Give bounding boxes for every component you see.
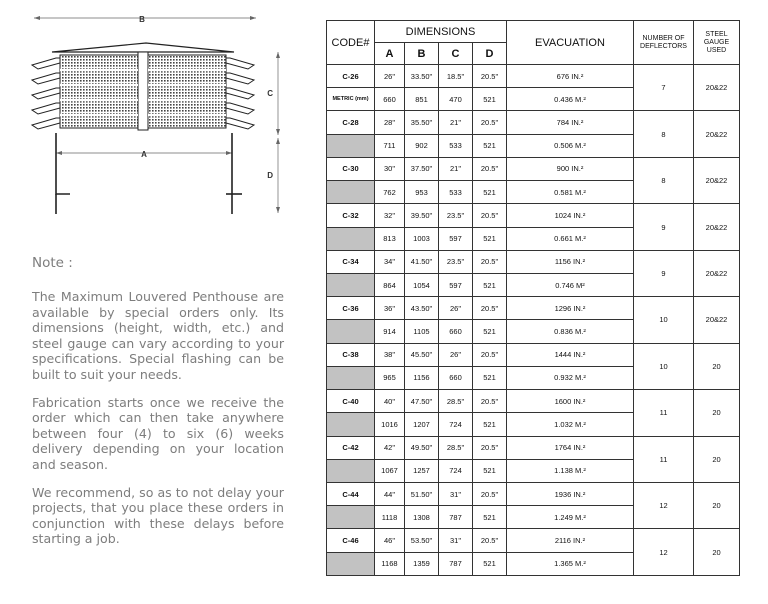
table-row xyxy=(327,297,740,320)
cell-code xyxy=(327,134,375,157)
cell-defl: 11 xyxy=(634,436,694,482)
cell-gauge: 20&22 xyxy=(694,157,740,203)
cell-a: 965 xyxy=(375,366,405,389)
cell-b: 1105 xyxy=(405,320,439,343)
cell-b: 1054 xyxy=(405,273,439,296)
cell-b: 1207 xyxy=(405,413,439,436)
cell-code: C-46 xyxy=(327,529,375,552)
cell-b: 851 xyxy=(405,88,439,111)
cell-evac: 0.836 M.² xyxy=(507,320,634,343)
cell-b: 53.50" xyxy=(405,529,439,552)
cell-code: C-38 xyxy=(327,343,375,366)
cell-b: 43.50" xyxy=(405,297,439,320)
cell-c: 597 xyxy=(439,227,473,250)
cell-code xyxy=(327,366,375,389)
cell-b: 1359 xyxy=(405,552,439,575)
dimension-label-a: A xyxy=(141,150,147,159)
cell-d: 521 xyxy=(473,181,507,204)
specifications-table xyxy=(326,20,740,576)
cell-code: C-32 xyxy=(327,204,375,227)
cell-defl: 9 xyxy=(634,204,694,250)
cell-c: 26" xyxy=(439,343,473,366)
dimension-label-d: D xyxy=(267,171,273,180)
cell-evac: 0.932 M.² xyxy=(507,366,634,389)
cell-c: 31" xyxy=(439,529,473,552)
cell-d: 521 xyxy=(473,506,507,529)
cell-d: 521 xyxy=(473,413,507,436)
cell-evac: 1764 IN.² xyxy=(507,436,634,459)
cell-code xyxy=(327,273,375,296)
cell-gauge: 20&22 xyxy=(694,297,740,343)
cell-code xyxy=(327,413,375,436)
cell-a: 36" xyxy=(375,297,405,320)
cell-c: 660 xyxy=(439,320,473,343)
cell-defl: 12 xyxy=(634,482,694,528)
cell-gauge: 20 xyxy=(694,529,740,576)
cell-gauge: 20 xyxy=(694,390,740,436)
cell-code: C-36 xyxy=(327,297,375,320)
cell-code: C-40 xyxy=(327,390,375,413)
cell-d: 20.5" xyxy=(473,436,507,459)
header-deflectors: NUMBER OF DEFLECTORS xyxy=(634,21,694,65)
cell-evac: 1.032 M.² xyxy=(507,413,634,436)
cell-c: 533 xyxy=(439,134,473,157)
cell-b: 35.50" xyxy=(405,111,439,134)
cell-code: C-28 xyxy=(327,111,375,134)
cell-a: 30" xyxy=(375,157,405,180)
cell-a: 1118 xyxy=(375,506,405,529)
cell-defl: 11 xyxy=(634,390,694,436)
cell-evac: 784 IN.² xyxy=(507,111,634,134)
cell-c: 23.5" xyxy=(439,250,473,273)
table-row xyxy=(327,111,740,134)
table-row xyxy=(327,390,740,413)
cell-a: 40" xyxy=(375,390,405,413)
cell-code xyxy=(327,227,375,250)
header-a: A xyxy=(375,43,405,65)
cell-b: 1156 xyxy=(405,366,439,389)
cell-b: 51.50" xyxy=(405,482,439,505)
table-row xyxy=(327,250,740,273)
cell-c: 470 xyxy=(439,88,473,111)
cell-a: 44" xyxy=(375,482,405,505)
cell-a: 864 xyxy=(375,273,405,296)
cell-code xyxy=(327,181,375,204)
cell-defl: 8 xyxy=(634,157,694,203)
cell-d: 20.5" xyxy=(473,250,507,273)
cell-evac: 0.746 M² xyxy=(507,273,634,296)
penthouse-drawing xyxy=(20,8,310,223)
cell-gauge: 20&22 xyxy=(694,65,740,111)
cell-b: 37.50" xyxy=(405,157,439,180)
cell-b: 1003 xyxy=(405,227,439,250)
note-paragraph-availability: The Maximum Louvered Penthouse are available by special orders only. Its dimensions (height, width, etc.) and steel gauge can vary according to your specifications. Special flashing can be built to suit your needs. xyxy=(32,289,284,382)
cell-evac: 0.581 M.² xyxy=(507,181,634,204)
cell-c: 597 xyxy=(439,273,473,296)
cell-gauge: 20 xyxy=(694,343,740,389)
cell-evac: 1.249 M.² xyxy=(507,506,634,529)
cell-c: 724 xyxy=(439,413,473,436)
notes-title: Note : xyxy=(32,255,73,271)
cell-code xyxy=(327,459,375,482)
cell-gauge: 20&22 xyxy=(694,204,740,250)
header-evacuation: EVACUATION xyxy=(507,21,634,65)
cell-d: 20.5" xyxy=(473,343,507,366)
cell-a: 46" xyxy=(375,529,405,552)
cell-b: 1257 xyxy=(405,459,439,482)
cell-code: C-44 xyxy=(327,482,375,505)
cell-a: 762 xyxy=(375,181,405,204)
cell-c: 23.5" xyxy=(439,204,473,227)
cell-b: 45.50" xyxy=(405,343,439,366)
dimension-label-c: C xyxy=(267,89,273,98)
table-row xyxy=(327,204,740,227)
cell-a: 1067 xyxy=(375,459,405,482)
cell-b: 33.50" xyxy=(405,65,439,88)
cell-code xyxy=(327,552,375,575)
table-row xyxy=(327,529,740,552)
header-d: D xyxy=(473,43,507,65)
cell-defl: 9 xyxy=(634,250,694,296)
table-row xyxy=(327,436,740,459)
cell-d: 521 xyxy=(473,273,507,296)
cell-code xyxy=(327,320,375,343)
cell-evac: 1.365 M.² xyxy=(507,552,634,575)
cell-c: 26" xyxy=(439,297,473,320)
cell-a: 660 xyxy=(375,88,405,111)
cell-d: 20.5" xyxy=(473,297,507,320)
cell-gauge: 20 xyxy=(694,436,740,482)
cell-gauge: 20&22 xyxy=(694,111,740,157)
cell-d: 521 xyxy=(473,88,507,111)
cell-evac: 0.436 M.² xyxy=(507,88,634,111)
cell-evac: 1936 IN.² xyxy=(507,482,634,505)
cell-defl: 12 xyxy=(634,529,694,576)
cell-c: 724 xyxy=(439,459,473,482)
header-c: C xyxy=(439,43,473,65)
cell-d: 20.5" xyxy=(473,65,507,88)
notes-section xyxy=(32,255,284,559)
table-row xyxy=(327,65,740,88)
header-dimensions: DIMENSIONS xyxy=(375,21,507,43)
cell-c: 21" xyxy=(439,157,473,180)
cell-gauge: 20&22 xyxy=(694,250,740,296)
cell-code xyxy=(327,506,375,529)
cell-code: METRIC (mm) xyxy=(327,88,375,111)
cell-b: 49.50" xyxy=(405,436,439,459)
cell-code: C-34 xyxy=(327,250,375,273)
cell-c: 787 xyxy=(439,506,473,529)
table-row xyxy=(327,343,740,366)
cell-b: 1308 xyxy=(405,506,439,529)
cell-d: 20.5" xyxy=(473,529,507,552)
cell-b: 902 xyxy=(405,134,439,157)
cell-evac: 900 IN.² xyxy=(507,157,634,180)
cell-d: 20.5" xyxy=(473,390,507,413)
cell-d: 521 xyxy=(473,320,507,343)
table-row xyxy=(327,482,740,505)
cell-defl: 10 xyxy=(634,297,694,343)
cell-b: 41.50" xyxy=(405,250,439,273)
cell-evac: 1156 IN.² xyxy=(507,250,634,273)
cell-a: 26" xyxy=(375,65,405,88)
cell-c: 18.5" xyxy=(439,65,473,88)
cell-evac: 1444 IN.² xyxy=(507,343,634,366)
cell-c: 533 xyxy=(439,181,473,204)
cell-code: C-30 xyxy=(327,157,375,180)
cell-d: 521 xyxy=(473,227,507,250)
cell-c: 28.5" xyxy=(439,390,473,413)
header-steel-gauge: STEEL GAUGE USED xyxy=(694,21,740,65)
note-paragraph-recommendation: We recommend, so as to not delay your projects, that you place these orders in conjunction with these delays before starting a job. xyxy=(32,484,284,547)
cell-a: 38" xyxy=(375,343,405,366)
cell-c: 28.5" xyxy=(439,436,473,459)
cell-d: 20.5" xyxy=(473,204,507,227)
cell-a: 813 xyxy=(375,227,405,250)
header-code: CODE# xyxy=(327,21,375,65)
cell-a: 42" xyxy=(375,436,405,459)
cell-evac: 0.661 M.² xyxy=(507,227,634,250)
note-paragraph-fabrication: Fabrication starts once we receive the order which can then take anywhere between four (4) to six (6) weeks delivery depending on your location and season. xyxy=(32,394,284,472)
cell-gauge: 20 xyxy=(694,482,740,528)
cell-d: 521 xyxy=(473,366,507,389)
cell-evac: 0.506 M.² xyxy=(507,134,634,157)
cell-a: 1168 xyxy=(375,552,405,575)
cell-code: C-42 xyxy=(327,436,375,459)
cell-d: 521 xyxy=(473,552,507,575)
cell-d: 20.5" xyxy=(473,482,507,505)
cell-code: C-26 xyxy=(327,65,375,88)
cell-evac: 1296 IN.² xyxy=(507,297,634,320)
cell-evac: 1600 IN.² xyxy=(507,390,634,413)
cell-a: 28" xyxy=(375,111,405,134)
cell-a: 32" xyxy=(375,204,405,227)
cell-a: 34" xyxy=(375,250,405,273)
cell-b: 39.50" xyxy=(405,204,439,227)
cell-a: 914 xyxy=(375,320,405,343)
cell-d: 20.5" xyxy=(473,157,507,180)
cell-defl: 7 xyxy=(634,65,694,111)
specifications-table-body xyxy=(327,65,740,576)
cell-a: 1016 xyxy=(375,413,405,436)
cell-evac: 676 IN.² xyxy=(507,65,634,88)
cell-c: 21" xyxy=(439,111,473,134)
cell-d: 521 xyxy=(473,134,507,157)
cell-c: 787 xyxy=(439,552,473,575)
cell-evac: 1.138 M.² xyxy=(507,459,634,482)
cell-c: 31" xyxy=(439,482,473,505)
header-b: B xyxy=(405,43,439,65)
cell-b: 47.50" xyxy=(405,390,439,413)
cell-defl: 8 xyxy=(634,111,694,157)
cell-evac: 2116 IN.² xyxy=(507,529,634,552)
table-row xyxy=(327,157,740,180)
cell-evac: 1024 IN.² xyxy=(507,204,634,227)
cell-defl: 10 xyxy=(634,343,694,389)
cell-b: 953 xyxy=(405,181,439,204)
cell-c: 660 xyxy=(439,366,473,389)
cell-d: 20.5" xyxy=(473,111,507,134)
cell-d: 521 xyxy=(473,459,507,482)
cell-a: 711 xyxy=(375,134,405,157)
dimension-label-b: B xyxy=(139,15,145,24)
